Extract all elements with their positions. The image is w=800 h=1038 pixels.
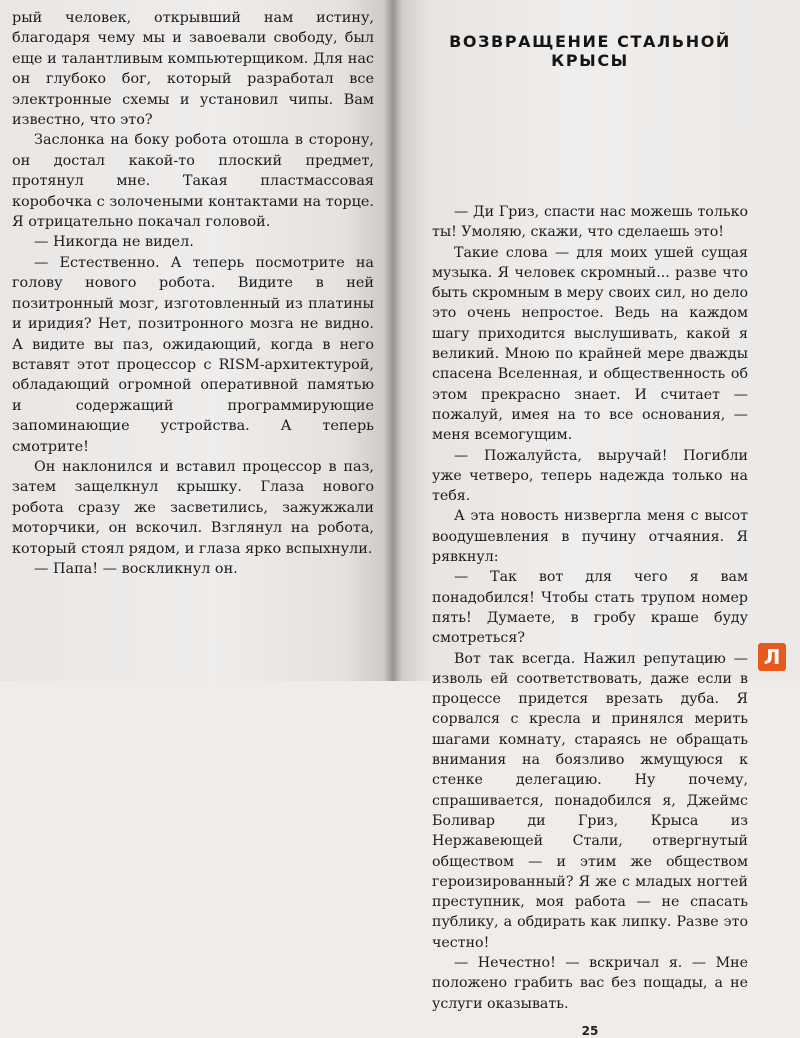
left-page [0, 0, 392, 681]
chapter-title: ВОЗВРАЩЕНИЕ СТАЛЬНОЙ КРЫСЫ [449, 32, 731, 70]
page-number: 25 [581, 1023, 599, 1038]
paragraph: — Папа! — воскликнул он. [34, 560, 238, 577]
right-page [392, 0, 800, 1038]
left-page-text [12, 8, 374, 579]
paragraph: рый человек, открывший нам истину, благодаря чему мы и завоевали свободу, был еще и талантливым компьютерщиком. Для нас он глубоко бог, который разработал все электронные схемы и установил чипы. Вам известно, что это? [12, 10, 374, 129]
paragraph: А эта новость низвергла меня с высот воодушевления в пучину отчаяния. Я рявкнул: [432, 508, 748, 566]
paragraph: Такие слова — для моих ушей сущая музыка. Я человек скромный... разве что быть скромным в меру своих сил, но дело это очень непростое. Ведь на каждом шагу приходится выслушивать, какой я великий. Мною по крайней мере дважды спасена Вселенная, и общественность об этом прекрасно знает. И считает — пожалуй, имея на то все основания, — меня всемогущим. [432, 244, 748, 444]
paragraph: Вот так всегда. Нажил репутацию — изволь ей соответствовать, даже если в процессе придется врезать дуба. Я сорвался с кресла и принялся мерить шагами комнату, стараясь не обращать внимания на боязливо жмущуюся к стенке делегацию. Ну почему, спрашивается, понадобился я, Джеймс Боливар ди Гриз, Крыса из Нержавеющей Стали, отвергнутый обществом — и этим же обществом героизированный? Я же с младых ногтей преступник, моя работа — не спасать публику, а обдирать как липку. Разве это честно! [432, 650, 748, 951]
publisher-logo: Л [758, 643, 786, 671]
paragraph: — Ди Гриз, спасти нас можешь только ты! Умоляю, скажи, что сделаешь это! [432, 204, 748, 241]
paragraph: — Никогда не видел. [34, 234, 194, 251]
paragraph: Заслонка на боку робота отошла в сторону, он достал какой-то плоский предмет, протянул мне. Такая пластмассовая коробочка с золочеными контактами на торце. Я отрицательно покачал головой. [12, 132, 374, 231]
paragraph: — Нечестно! — вскричал я. — Мне положено грабить вас без пощады, а не услуги оказывать. [432, 954, 748, 1012]
paragraph: — Пожалуйста, выручай! Погибли уже четверо, теперь надежда только на тебя. [432, 447, 748, 505]
paragraph: — Так вот для чего я вам понадобился! Чтобы стать трупом номер пять! Думаете, в гробу краше буду смотреться? [432, 569, 748, 647]
right-page-text [432, 202, 748, 1014]
paragraph: — Естественно. А теперь посмотрите на голову нового робота. Видите в ней позитронный мозг, изготовленный из платины и иридия? Нет, позитронного мозга не видно. А видите вы паз, ожидающий, когда в него вставят этот процессор с RISM-архитектурой, обладающий огромной оперативной памятью и содержащий программирующие запоминающие устройства. А теперь смотрите! [12, 254, 374, 455]
book-gutter-shadow [384, 0, 402, 681]
paragraph: Он наклонился и вставил процессор в паз, затем защелкнул крышку. Глаза нового робота сразу же засветились, зажужжали моторчики, он вскочил. Взглянул на робота, который стоял рядом, и глаза ярко вспыхнули. [12, 458, 374, 557]
